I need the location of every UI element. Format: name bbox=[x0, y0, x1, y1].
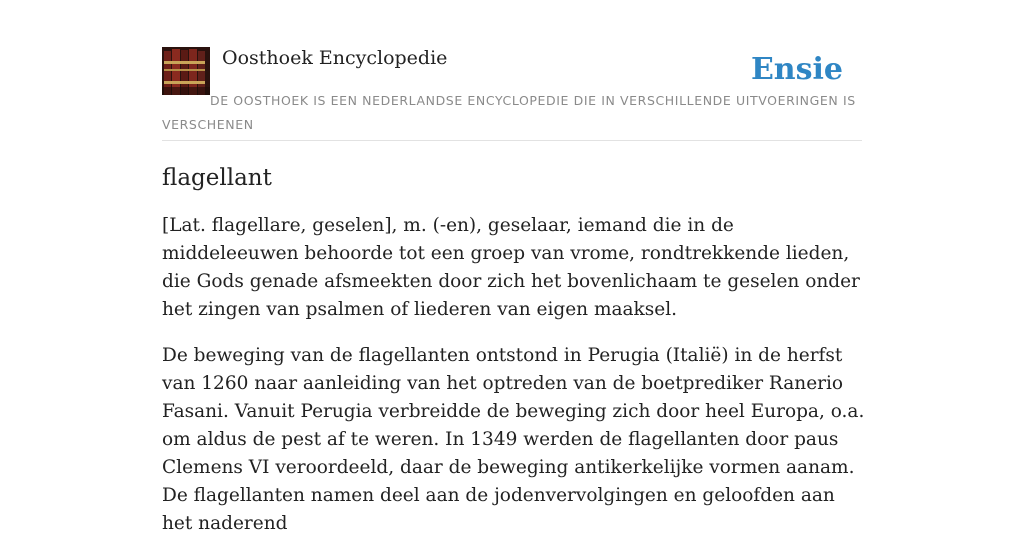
book-spines-icon[interactable] bbox=[162, 47, 210, 95]
site-tagline: DE OOSTHOEK IS EEN NEDERLANDSE ENCYCLOPEDIE DIE IN VERSCHILLENDE UITVOERINGEN IS VERSCHENEN bbox=[162, 93, 856, 132]
article-paragraph: De beweging van de flagellanten ontstond in Perugia (Italië) in de herfst van 1260 naar aanleiding van het optreden van de boetprediker Ranerio Fasani. Vanuit Perugia verbreidde de beweging zich door heel Europa, o.a. om aldus de pest af te weren. In 1349 werden de flagellanten door paus Clemens VI veroordeeld, daar de beweging antikerkelijke vormen aanam. De flagellanten namen deel aan de jodenvervolgingen en geloofden aan het naderend bbox=[162, 345, 865, 534]
article bbox=[162, 162, 867, 538]
article-paragraph: [Lat. flagellare, geselen], m. (-en), geselaar, iemand die in de middeleeuwen behoorde tot een groep van vrome, rondtrekkende lieden, die Gods genade afsmeekten door zich het bovenlichaam te geselen onder het zingen van psalmen of liederen van eigen maaksel. bbox=[162, 215, 860, 320]
entry-title: flagellant bbox=[162, 165, 272, 191]
site-header bbox=[162, 46, 862, 141]
site-title[interactable]: Oosthoek Encyclopedie bbox=[222, 47, 448, 69]
brand-logo[interactable]: Ensie bbox=[750, 52, 843, 87]
